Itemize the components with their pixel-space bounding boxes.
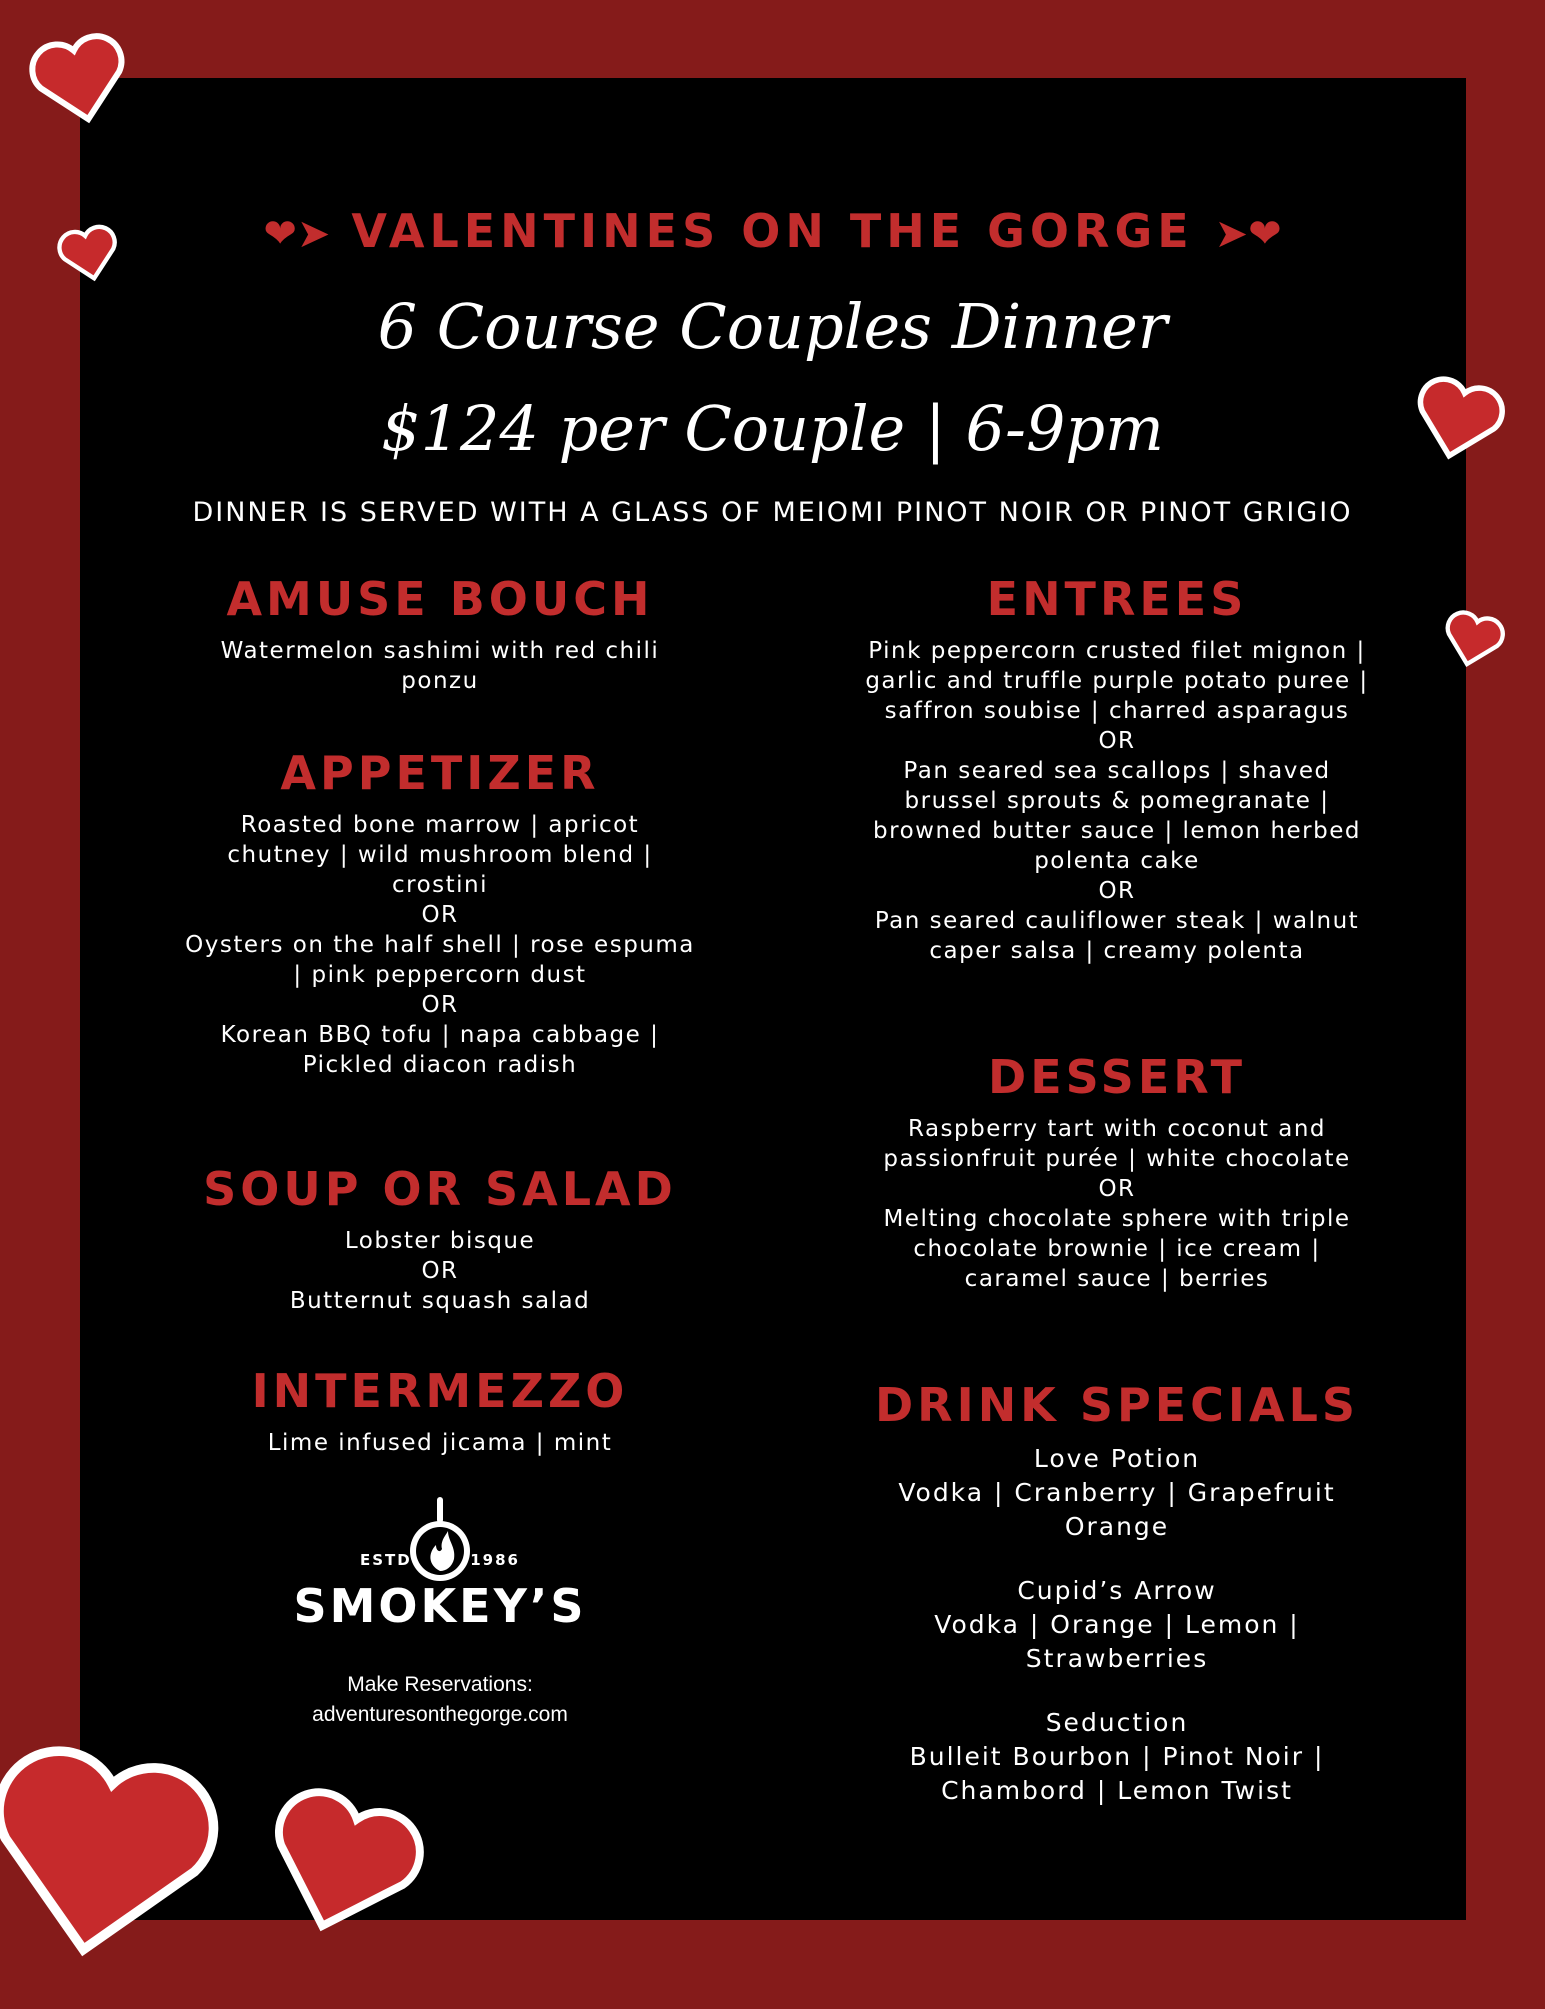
brand-name: SMOKEY’S bbox=[293, 1579, 587, 1633]
drink-ingredients: Strawberries bbox=[1025, 1644, 1209, 1673]
drink-name: Cupid’s Arrow bbox=[1017, 1576, 1217, 1605]
menu-line: OR bbox=[1098, 728, 1136, 754]
reservations bbox=[240, 1670, 640, 1730]
drink-ingredients: Orange bbox=[1064, 1512, 1170, 1541]
drink-name: Seduction bbox=[1045, 1708, 1189, 1737]
section-appetizer bbox=[140, 746, 740, 1080]
menu-line: Roasted bone marrow | apricot bbox=[240, 812, 640, 838]
menu-line: garlic and truffle purple potato puree | bbox=[865, 668, 1369, 694]
menu-title bbox=[0, 204, 1545, 258]
menu-line: passionfruit purée | white chocolate bbox=[883, 1146, 1351, 1172]
menu-line: chutney | wild mushroom blend | bbox=[227, 842, 653, 868]
smokeys-logo bbox=[290, 1495, 590, 1633]
drink-ingredients: Bulleit Bourbon | Pinot Noir | bbox=[909, 1742, 1325, 1771]
menu-line: Pan seared sea scallops | shaved bbox=[903, 758, 1331, 784]
section-body bbox=[140, 810, 740, 1080]
menu-line: OR bbox=[421, 1258, 459, 1284]
section-heading: SOUP OR SALAD bbox=[203, 1162, 677, 1216]
section-body bbox=[140, 1428, 740, 1458]
estd-year: 1986 bbox=[470, 1551, 520, 1569]
menu-line: Melting chocolate sphere with triple bbox=[883, 1206, 1351, 1232]
section-soup-or-salad bbox=[140, 1162, 740, 1316]
menu-line: OR bbox=[1098, 878, 1136, 904]
section-heading: DRINK SPECIALS bbox=[874, 1378, 1360, 1432]
section-body bbox=[140, 636, 740, 696]
heart-icon bbox=[0, 1701, 242, 2009]
section-body bbox=[817, 1114, 1417, 1294]
menu-line: Korean BBQ tofu | napa cabbage | bbox=[220, 1022, 660, 1048]
section-heading: INTERMEZZO bbox=[251, 1364, 629, 1418]
section-body bbox=[817, 636, 1417, 966]
section-body bbox=[817, 1442, 1417, 1808]
menu-line: Lobster bisque bbox=[344, 1228, 536, 1254]
drink-ingredients: Vodka | Cranberry | Grapefruit bbox=[898, 1478, 1336, 1507]
menu-line: | pink peppercorn dust bbox=[293, 962, 587, 988]
drink-ingredients: Vodka | Orange | Lemon | bbox=[934, 1610, 1300, 1639]
menu-line: OR bbox=[1098, 1176, 1136, 1202]
section-amuse-bouch bbox=[140, 572, 740, 696]
menu-line: Pickled diacon radish bbox=[302, 1052, 578, 1078]
menu-line: polenta cake bbox=[1034, 848, 1200, 874]
drink-ingredients: Chambord | Lemon Twist bbox=[941, 1776, 1293, 1805]
price-subtitle: $124 per Couple | 6-9pm bbox=[381, 392, 1164, 465]
section-heading: APPETIZER bbox=[280, 746, 600, 800]
ornament-right: ➤❤ bbox=[1214, 211, 1282, 257]
estd-label: ESTD bbox=[360, 1551, 412, 1569]
menu-line: brussel sprouts & pomegranate | bbox=[904, 788, 1330, 814]
reservations-label: Make Reservations: bbox=[347, 1673, 533, 1696]
section-drink-specials bbox=[817, 1378, 1417, 1808]
menu-line: caramel sauce | berries bbox=[964, 1266, 1270, 1292]
section-entrees bbox=[817, 572, 1417, 966]
section-heading: ENTREES bbox=[986, 572, 1248, 626]
menu-line: Pan seared cauliflower steak | walnut bbox=[874, 908, 1360, 934]
menu-line: Raspberry tart with coconut and bbox=[907, 1116, 1327, 1142]
course-subtitle: 6 Course Couples Dinner bbox=[377, 290, 1168, 363]
title-text: VALENTINES ON THE GORGE bbox=[351, 204, 1194, 258]
menu-line: Watermelon sashimi with red chili bbox=[220, 638, 660, 664]
section-body bbox=[140, 1226, 740, 1316]
menu-line: OR bbox=[421, 992, 459, 1018]
section-heading: DESSERT bbox=[988, 1050, 1246, 1104]
ornament-left: ❤➤ bbox=[263, 211, 331, 257]
menu-line: Lime infused jicama | mint bbox=[267, 1430, 613, 1456]
menu-line: caper salsa | creamy polenta bbox=[929, 938, 1305, 964]
section-heading: AMUSE BOUCH bbox=[226, 572, 654, 626]
drink-name: Love Potion bbox=[1033, 1444, 1201, 1473]
section-dessert bbox=[817, 1050, 1417, 1294]
menu-line: saffron soubise | charred asparagus bbox=[884, 698, 1350, 724]
reservations-url[interactable]: adventuresonthegorge.com bbox=[312, 1703, 568, 1726]
menu-line: Pink peppercorn crusted filet mignon | bbox=[868, 638, 1366, 664]
menu-line: crostini bbox=[391, 872, 489, 898]
skillet-flame-icon bbox=[400, 1495, 480, 1585]
wine-note: DINNER IS SERVED WITH A GLASS OF MEIOMI PINOT NOIR OR PINOT GRIGIO bbox=[192, 497, 1353, 528]
menu-line: Butternut squash salad bbox=[289, 1288, 591, 1314]
menu-line: browned butter sauce | lemon herbed bbox=[873, 818, 1361, 844]
menu-line: chocolate brownie | ice cream | bbox=[913, 1236, 1321, 1262]
menu-line: OR bbox=[421, 902, 459, 928]
section-intermezzo bbox=[140, 1364, 740, 1458]
menu-line: Oysters on the half shell | rose espuma bbox=[185, 932, 695, 958]
menu-line: ponzu bbox=[401, 668, 479, 694]
